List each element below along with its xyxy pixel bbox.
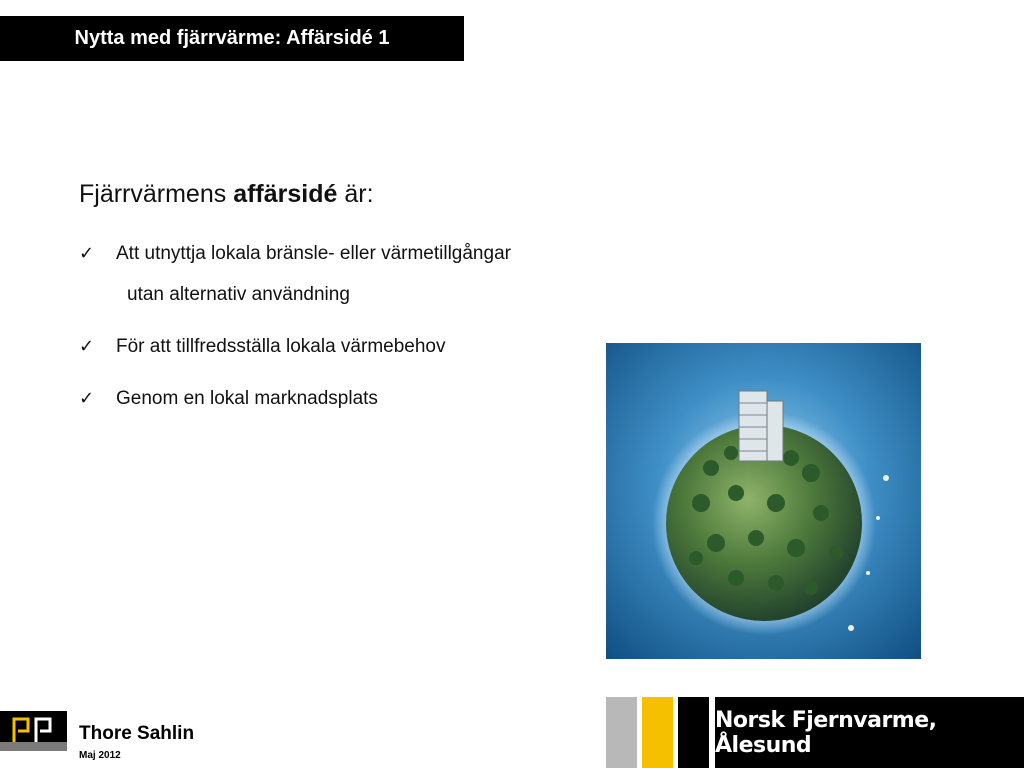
- company-name: Norsk Fjernvarme, Ålesund: [715, 707, 937, 758]
- planet-illustration: [606, 343, 921, 659]
- bullet-text: För att tillfredsställa lokala värmebehov: [116, 336, 446, 357]
- bullet-text: Att utnyttja lokala bränsle- eller värmetillgångar: [116, 243, 511, 264]
- pp-logo-graphic: [0, 711, 67, 751]
- slide-title: Nytta med fjärrvärme: Affärsidé 1: [74, 27, 390, 49]
- yellow-accent-block: [642, 697, 673, 768]
- checkmark-icon: ✓: [79, 388, 95, 408]
- black-accent-block: [678, 697, 709, 768]
- checkmark-icon: ✓: [79, 243, 95, 263]
- heading-text-regular: Fjärrvärmens: [79, 180, 234, 208]
- bullet-text: Genom en lokal marknadsplats: [116, 388, 378, 409]
- bullet-continuation: utan alternativ användning: [127, 284, 350, 305]
- heading-text-bold: affärsidé: [233, 180, 338, 208]
- planet-building-image: [606, 343, 921, 659]
- bullet-item: [79, 388, 378, 410]
- presentation-date: Maj 2012: [79, 750, 121, 761]
- bullet-item: [79, 243, 511, 265]
- slide-title-bar: [0, 16, 464, 61]
- author-name: Thore Sahlin: [79, 723, 195, 744]
- checkmark-icon: ✓: [79, 336, 95, 356]
- company-footer-bar: [715, 697, 1024, 768]
- grey-accent-block: [606, 697, 637, 768]
- pp-logo: [0, 711, 67, 751]
- bullet-item: [79, 336, 445, 358]
- section-heading: [79, 180, 374, 209]
- heading-text-suffix: är:: [337, 180, 374, 208]
